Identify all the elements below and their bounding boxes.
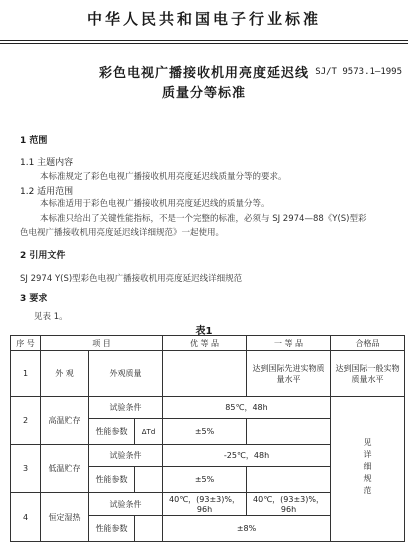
cell-first [247, 419, 331, 445]
document-title-line2: 质量分等标准 [161, 86, 246, 101]
row-param-label: 性能参数 [89, 419, 135, 445]
header-qualified: 合格品 [331, 336, 405, 351]
document-number: SJ/T 9573.1—1995 [315, 67, 402, 77]
header-rule-secondary [0, 43, 408, 44]
section-1-1-text: 本标准规定了彩色电视广播接收机用亮度延迟线质量分等的要求。 [40, 172, 287, 182]
header-rule [0, 40, 408, 41]
section-heading-2: 2 引用文件 [20, 251, 66, 261]
row-param-label: 性能参数 [89, 516, 135, 542]
cell-superior-first: ±8% [163, 516, 331, 542]
row-param-symbol: ΔTd [135, 419, 163, 445]
section-3-text: 见表 1。 [34, 312, 68, 322]
row-group: 外 观 [41, 351, 89, 397]
section-heading-1-1: 1.1 主题内容 [20, 158, 74, 168]
row-group: 低温贮存 [41, 445, 89, 493]
row-condition-value-b: 40℃，(93±3)%，96h [247, 493, 331, 516]
qualified-note: 见详细规范 [363, 438, 373, 498]
row-condition-value: 40℃，(93±3)%，96h [163, 493, 247, 516]
cell-first: 达到国际先进实物质量水平 [247, 351, 331, 397]
row-number: 2 [11, 397, 41, 445]
table-row [11, 397, 405, 419]
table-caption: 表1 [195, 326, 213, 337]
header-seq: 序 号 [11, 336, 41, 351]
row-param-symbol [135, 467, 163, 493]
row-number: 1 [11, 351, 41, 397]
row-number: 4 [11, 493, 41, 542]
row-param-label: 性能参数 [89, 467, 135, 493]
row-condition-label: 试验条件 [89, 493, 163, 516]
section-2-text: SJ 2974 Y(S)型彩色电视广播接收机用亮度延迟线详细规范 [20, 274, 243, 284]
standard-org-title: 中华人民共和国电子行业标准 [86, 10, 321, 28]
row-condition-value: -25℃，48h [163, 445, 331, 467]
cell-qualified-merged [331, 397, 405, 542]
section-1-2-text-b: 本标准只给出了关键性能指标，不是一个完整的标准，必须与 SJ 2974—88《Y(S)型彩 [40, 214, 367, 224]
section-1-2-text-c: 色电视广播接收机用亮度延迟线详细规范》一起使用。 [20, 228, 225, 238]
table-header-row [11, 336, 405, 351]
grading-table [10, 335, 405, 542]
row-number: 3 [11, 445, 41, 493]
header-superior: 优 等 品 [163, 336, 247, 351]
row-item: 外观质量 [89, 351, 163, 397]
row-group: 高温贮存 [41, 397, 89, 445]
cell-superior [163, 351, 247, 397]
header-first: 一 等 品 [247, 336, 331, 351]
row-group: 恒定湿热 [41, 493, 89, 542]
cell-first [247, 467, 331, 493]
row-condition-value: 85℃，48h [163, 397, 331, 419]
row-condition-label: 试验条件 [89, 445, 163, 467]
cell-qualified: 达到国际一般实物质量水平 [331, 351, 405, 397]
row-condition-label: 试验条件 [89, 397, 163, 419]
section-heading-1: 1 范围 [20, 136, 48, 146]
section-heading-1-2: 1.2 适用范围 [20, 187, 74, 197]
cell-superior: ±5% [163, 467, 247, 493]
row-param-symbol [135, 516, 163, 542]
document-title-line1: 彩色电视广播接收机用亮度延迟线 [98, 66, 309, 81]
header-item: 项 目 [41, 336, 163, 351]
section-heading-3: 3 要求 [20, 294, 48, 304]
cell-superior: ±5% [163, 419, 247, 445]
section-1-2-text-a: 本标准适用于彩色电视广播接收机用亮度延迟线的质量分等。 [40, 199, 270, 209]
table-row [11, 351, 405, 397]
